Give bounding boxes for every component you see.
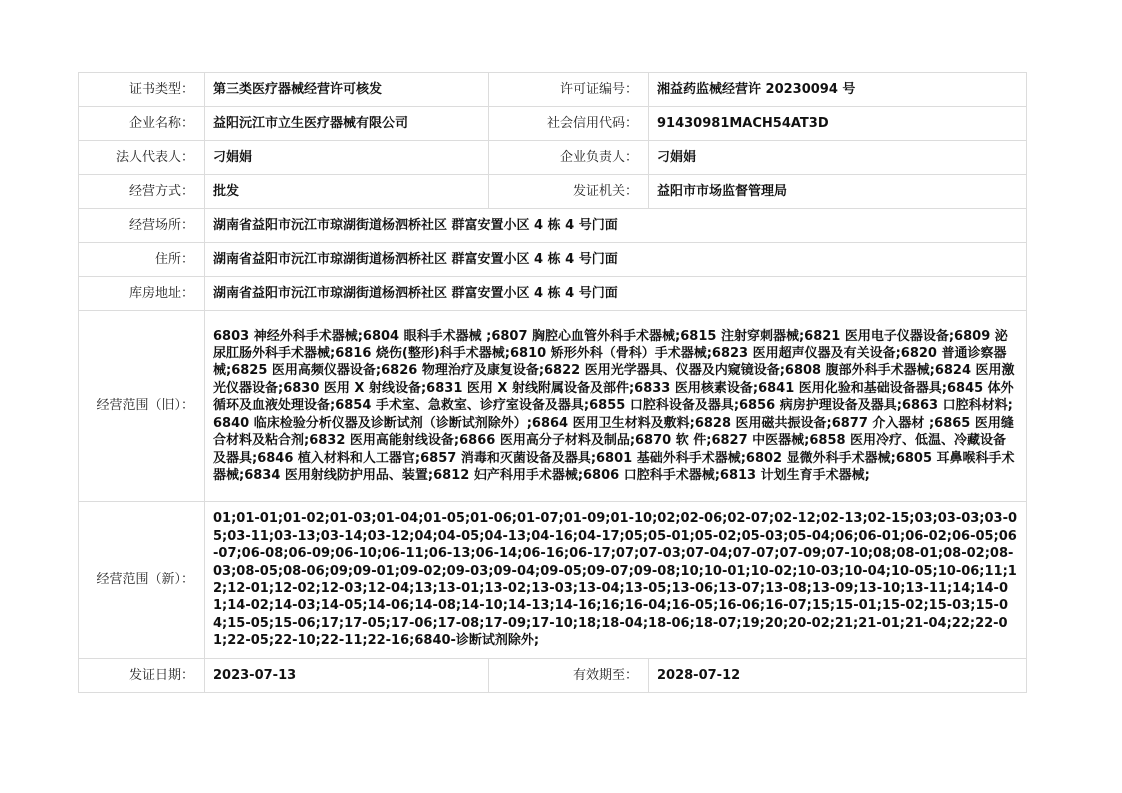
valid-until-label: 有效期至： — [489, 659, 649, 693]
license-no-value: 湘益药监械经营许 20230094 号 — [649, 73, 1027, 107]
legal-rep-label: 法人代表人： — [79, 141, 205, 175]
warehouse-value: 湖南省益阳市沅江市琼湖街道杨泗桥社区 群富安置小区 4 栋 4 号门面 — [205, 277, 1027, 311]
person-in-charge-value: 刁娟娟 — [649, 141, 1027, 175]
table-row — [79, 209, 1027, 243]
company-name-value: 益阳沅江市立生医疗器械有限公司 — [205, 107, 489, 141]
table-row — [79, 107, 1027, 141]
company-name-label: 企业名称： — [79, 107, 205, 141]
table-row — [79, 243, 1027, 277]
cert-type-value: 第三类医疗器械经营许可核发 — [205, 73, 489, 107]
business-premises-value: 湖南省益阳市沅江市琼湖街道杨泗桥社区 群富安置小区 4 栋 4 号门面 — [205, 209, 1027, 243]
scope-old-value: 6803 神经外科手术器械;6804 眼科手术器械 ;6807 胸腔心血管外科手术器械;6815 注射穿刺器械;6821 医用电子仪器设备;6809 泌尿肛肠外科手术器械;6816 烧伤(整形)科手术器械;6810 矫形外科（骨科）手术器械;6823 医用超声仪器及有关设备;6820 普通诊察器械;6825 医用高频仪器设备;6826 物理治疗及康复设备;6822 医用光学器具、仪器及内窥镜设备;6808 腹部外科手术器械;6824 医用激光仪器设备;6830 医用 X 射线设备;6831 医用 X 射线附属设备及部件;6833 医用核素设备;6841 医用化验和基础设备器具;6845 体外循环及血液处理设备;6854 手术室、急救室、诊疗室设备及器具;6855 口腔科设备及器具;6856 病房护理设备及器具;6863 口腔科材料;6840 临床检验分析仪器及诊断试剂（诊断试剂除外）;6864 医用卫生材料及敷料;6828 医用磁共振设备;6877 介入器材 ;6865 医用缝合材料及粘合剂;6832 医用高能射线设备;6866 医用高分子材料及制品;6870 软 件;6827 中医器械;6858 医用冷疗、低温、冷藏设备及器具;6846 植入材料和人工器官;6857 消毒和灭菌设备及器具;6801 基础外科手术器械;6802 显微外科手术器械;6805 耳鼻喉科手术器械;6834 医用射线防护用品、装置;6812 妇产科用手术器械;6806 口腔科手术器械;6813 计划生育手术器械; — [205, 311, 1027, 502]
business-mode-label: 经营方式： — [79, 175, 205, 209]
table-row — [79, 277, 1027, 311]
scope-new-label: 经营范围（新）： — [79, 502, 205, 659]
table-row — [79, 502, 1027, 659]
table-row — [79, 311, 1027, 502]
credit-code-value: 91430981MACH54AT3D — [649, 107, 1027, 141]
license-no-label: 许可证编号： — [489, 73, 649, 107]
person-in-charge-label: 企业负责人： — [489, 141, 649, 175]
table-row — [79, 141, 1027, 175]
valid-until-value: 2028-07-12 — [649, 659, 1027, 693]
warehouse-label: 库房地址： — [79, 277, 205, 311]
table-row — [79, 175, 1027, 209]
residence-label: 住所： — [79, 243, 205, 277]
license-certificate-table — [78, 72, 1027, 693]
table-row — [79, 73, 1027, 107]
issuing-authority-label: 发证机关： — [489, 175, 649, 209]
business-mode-value: 批发 — [205, 175, 489, 209]
table-row — [79, 659, 1027, 693]
credit-code-label: 社会信用代码： — [489, 107, 649, 141]
scope-old-label: 经营范围（旧）： — [79, 311, 205, 502]
business-premises-label: 经营场所： — [79, 209, 205, 243]
residence-value: 湖南省益阳市沅江市琼湖街道杨泗桥社区 群富安置小区 4 栋 4 号门面 — [205, 243, 1027, 277]
scope-new-value: 01;01-01;01-02;01-03;01-04;01-05;01-06;01-07;01-09;01-10;02;02-06;02-07;02-12;02-13;02-15;03;03-03;03-05;03-11;03-13;03-14;03-12;04;04-05;04-13;04-16;04-17;05;05-01;05-02;05-03;05-04;06;06-01;06-02;06-05;06-07;06-08;06-09;06-10;06-11;06-13;06-14;06-16;06-17;07;07-03;07-04;07-07;07-09;07-10;08;08-01;08-02;08-03;08-05;08-06;09;09-01;09-02;09-03;09-04;09-05;09-07;09-08;10;10-01;10-02;10-03;10-04;10-05;10-06;11;12;12-01;12-02;12-03;12-04;13;13-01;13-02;13-03;13-04;13-05;13-06;13-07;13-08;13-09;13-10;13-11;14;14-01;14-02;14-03;14-05;14-06;14-08;14-10;14-13;14-16;16;16-04;16-05;16-06;16-07;15;15-01;15-02;15-03;15-04;15-05;15-06;17;17-05;17-06;17-08;17-09;17-10;18;18-04;18-06;18-07;19;20;20-02;21;21-01;21-04;22;22-01;22-05;22-10;22-11;22-16;6840-诊断试剂除外; — [205, 502, 1027, 659]
legal-rep-value: 刁娟娟 — [205, 141, 489, 175]
issue-date-label: 发证日期： — [79, 659, 205, 693]
cert-type-label: 证书类型： — [79, 73, 205, 107]
issue-date-value: 2023-07-13 — [205, 659, 489, 693]
issuing-authority-value: 益阳市市场监督管理局 — [649, 175, 1027, 209]
